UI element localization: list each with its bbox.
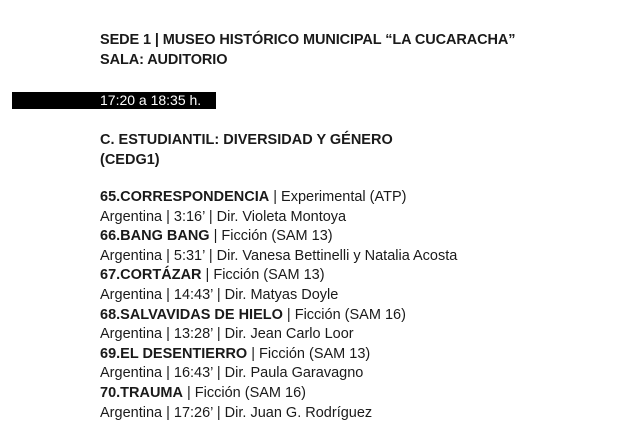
- time-range: 17:20 a 18:35 h.: [100, 92, 202, 108]
- film-list: [100, 188, 457, 423]
- film-genre: | Experimental (ATP): [269, 189, 407, 205]
- film-title: 66.BANG BANG: [100, 228, 210, 245]
- film-item: [100, 188, 457, 227]
- film-item: [100, 345, 457, 384]
- section-code: (CEDG1): [100, 152, 160, 168]
- film-title: 68.SALVAVIDAS DE HIELO: [100, 306, 283, 323]
- film-title: 70.TRAUMA: [100, 384, 183, 401]
- film-details: Argentina | 13:28’ | Dir. Jean Carlo Loor: [100, 326, 354, 343]
- film-title: 69.EL DESENTIERRO: [100, 345, 248, 362]
- film-details: Argentina | 17:26’ | Dir. Juan G. Rodríguez: [100, 404, 373, 421]
- film-genre: | Ficción (SAM 16): [282, 306, 406, 323]
- film-details: Argentina | 16:43’ | Dir. Paula Garavagno: [100, 365, 364, 382]
- film-genre: | Ficción (SAM 13): [247, 345, 371, 362]
- film-details: Argentina | 14:43’ | Dir. Matyas Doyle: [100, 286, 339, 303]
- section-title: C. ESTUDIANTIL: DIVERSIDAD Y GÉNERO: [100, 132, 393, 148]
- film-item: [100, 306, 457, 345]
- film-item: [100, 227, 457, 266]
- film-genre: | Ficción (SAM 13): [201, 267, 325, 284]
- film-genre: | Ficción (SAM 13): [209, 228, 333, 245]
- venue-name: SEDE 1 | MUSEO HISTÓRICO MUNICIPAL “LA CUCARACHA”: [100, 32, 516, 48]
- film-item: [100, 266, 457, 305]
- film-details: Argentina | 3:16’ | Dir. Violeta Montoya: [100, 208, 347, 225]
- film-title: 67.CORTÁZAR: [100, 267, 202, 284]
- venue-heading: [100, 30, 515, 70]
- venue-room: SALA: AUDITORIO: [100, 52, 228, 68]
- film-title: 65.CORRESPONDENCIA: [100, 189, 270, 205]
- film-item: [100, 384, 457, 423]
- film-genre: | Ficción (SAM 16): [182, 384, 307, 401]
- film-details: Argentina | 5:31’ | Dir. Vanesa Bettinelli y Natalia Acosta: [100, 247, 458, 264]
- section-heading: [100, 130, 393, 170]
- time-bar: [12, 92, 216, 109]
